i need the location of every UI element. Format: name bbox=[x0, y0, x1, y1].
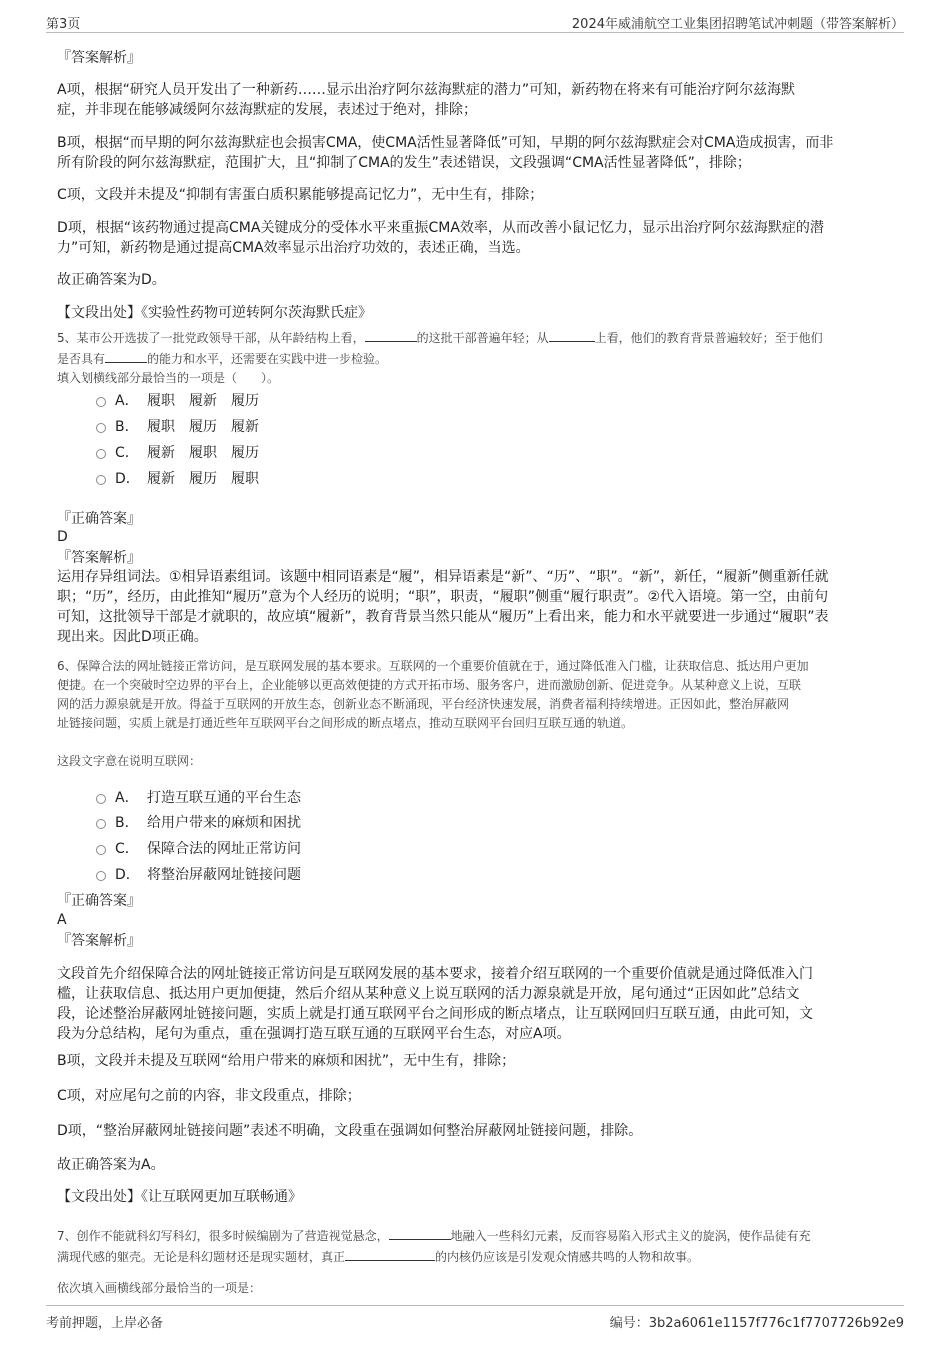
q6-analysis-label: 『答案解析』 bbox=[57, 933, 141, 949]
q7-prompt: 依次填入画横线部分最恰当的一项是： bbox=[57, 1281, 262, 1295]
q5-analysis: 运用存异组词法。①相异语素组词。该题中相同语素是“履”，相异语素是“新”、“历”、“职”。“新”，新任，“履新”侧重新任就 职；“历”，经历，由此推知“履历”意为个人经历的说明；“职”，职责，“履职”侧重“履行职责”。②代入语境。第一空，由前句 可知，这批领导干部是才就职的，故应填“履新”，教育背景当然只能从“履历”上看出来，能力和水平就要进一步通过“履职”表 现出来。因此D项正确。 bbox=[57, 569, 829, 645]
q4-analysis-d: D项，根据“该药物通过提高CMA关键成分的受体水平来重振CMA效率，从而改善小鼠记忆力，显示出治疗阿尔兹海默症的潜 力”可知，新药物是通过提高CMA效率显示出治疗功效的，表述正确，当选。 bbox=[57, 220, 824, 256]
q6-analysis-d: D项，“整治屏蔽网址链接问题”表述不明确，文段重在强调如何整治屏蔽网址链接问题，排除。 bbox=[57, 1123, 643, 1139]
radio-icon[interactable] bbox=[96, 794, 106, 804]
footer-slogan: 考前押题，上岸必备 bbox=[46, 1316, 164, 1331]
q4-source: 【文段出处】《实验性药物可逆转阿尔茨海默氏症》 bbox=[57, 305, 372, 321]
radio-icon[interactable] bbox=[96, 819, 106, 829]
document-id: 编号：3b2a6061e1157f776c1f7707726b92e9 bbox=[609, 1316, 904, 1331]
q5-stem: 5、某市公开选拔了一批党政领导干部，从年龄结构上看， 的这批干部普遍年轻；从 上看，他们的教育背景普遍较好；至于他们 是否具有 的能力和水平，还需要在实践中进一步检验。 填入划横线部分最恰当的一项是（ ）。 bbox=[57, 327, 893, 388]
q6-analysis: 文段首先介绍保障合法的网址链接正常访问是互联网发展的基本要求，接着介绍互联网的一个重要价值就是通过降低准入门 槛，让获取信息、抵达用户更加便捷，然后介绍从某种意义上说互联网的活力源泉就是开放，尾句通过“正因如此”总结文 段，论述整治屏蔽网址链接问题，实质上就是打通互联网平台之间形成的断点堵点，让互联网回归互联互通，由此可知，文 段为分总结构，尾句为重点，重在强调打造互联互通的互联网平台生态，对应A项。 bbox=[57, 966, 813, 1042]
footer-divider bbox=[46, 1305, 904, 1306]
radio-icon[interactable] bbox=[96, 449, 106, 459]
q4-conclusion: 故正确答案为D。 bbox=[57, 272, 166, 288]
q5-option-a[interactable]: A． 履职 履新 履历 bbox=[96, 390, 273, 410]
radio-icon[interactable] bbox=[96, 475, 106, 485]
page-number: 第3页 bbox=[46, 17, 81, 32]
q6-answer: A bbox=[57, 912, 67, 928]
q5-analysis-label: 『答案解析』 bbox=[57, 550, 141, 566]
q6-option-b[interactable]: B． 给用户带来的麻烦和困扰 bbox=[96, 812, 301, 832]
document-title: 2024年威浦航空工业集团招聘笔试冲刺题（带答案解析） bbox=[571, 17, 904, 32]
radio-icon[interactable] bbox=[96, 423, 106, 433]
radio-icon[interactable] bbox=[96, 397, 106, 407]
q6-analysis-c: C项，对应尾句之前的内容，非文段重点，排除； bbox=[57, 1088, 361, 1104]
q5-option-d[interactable]: D． 履新 履历 履职 bbox=[96, 468, 273, 488]
q6-conclusion: 故正确答案为A。 bbox=[57, 1157, 165, 1173]
q4-analysis-b: B项，根据“而早期的阿尔兹海默症也会损害CMA，使CMA活性显著降低”可知，早期的阿尔兹海默症会对CMA造成损害，而非 所有阶段的阿尔兹海默症，范围扩大，且“抑制了CMA的发生”表述错误，文段强调“CMA活性显著降低”，排除； bbox=[57, 135, 834, 171]
q6-option-c[interactable]: C． 保障合法的网址正常访问 bbox=[96, 838, 301, 858]
q5-answer-label: 『正确答案』 bbox=[57, 511, 141, 527]
q5-option-c[interactable]: C． 履新 履职 履历 bbox=[96, 442, 273, 462]
q7-stem: 7、创作不能就科幻写科幻，很多时候编剧为了营造视觉悬念， 地融入一些科幻元素，反而容易陷入形式主义的旋涡，使作品徒有充 满现代感的躯壳。无论是科幻题材还是现实题材，真正 的内核仍应该是引发观众情感共鸣的人物和故事。 bbox=[57, 1225, 893, 1267]
q6-option-d[interactable]: D． 将整治屏蔽网址链接问题 bbox=[96, 864, 301, 884]
q4-analysis-a: A项，根据“研究人员开发出了一种新药……显示出治疗阿尔兹海默症的潜力”可知，新药物在将来有可能治疗阿尔兹海默 症，并非现在能够减缓阿尔兹海默症的发展，表述过于绝对，排除； bbox=[57, 82, 796, 118]
q4-analysis-label: 『答案解析』 bbox=[57, 50, 141, 66]
q4-analysis-c: C项，文段并未提及“抑制有害蛋白质积累能够提高记忆力”，无中生有，排除； bbox=[57, 187, 544, 203]
header-divider bbox=[46, 32, 904, 33]
radio-icon[interactable] bbox=[96, 871, 106, 881]
radio-icon[interactable] bbox=[96, 845, 106, 855]
q6-prompt: 这段文字意在说明互联网： bbox=[57, 754, 202, 768]
q6-stem: 6、保障合法的网址链接正常访问，是互联网发展的基本要求。互联网的一个重要价值就在于，通过降低准入门槛，让获取信息、抵达用户更加 便捷。在一个突破时空边界的平台上，企业能够以更高效便捷的方式开拓市场、服务客户，进而激励创新、促进竞争。从某种意义上说，互联 网的活力源泉就是开放。得益于互联网的开放生态，创新业态不断涌现，平台经济快速发展，消费者福利持续增进。正因如此，整治屏蔽网 址链接问题，实质上就是打通近些年互联网平台之间形成的断点堵点，推动互联网平台回归互联互通的轨道。 bbox=[57, 659, 809, 730]
q6-option-a[interactable]: A． 打造互联互通的平台生态 bbox=[96, 787, 301, 807]
q5-answer: D bbox=[57, 529, 68, 545]
q6-answer-label: 『正确答案』 bbox=[57, 893, 141, 909]
q6-source: 【文段出处】《让互联网更加互联畅通》 bbox=[57, 1189, 302, 1205]
q5-option-b[interactable]: B． 履职 履历 履新 bbox=[96, 416, 273, 436]
q6-analysis-b: B项，文段并未提及互联网“给用户带来的麻烦和困扰”，无中生有，排除； bbox=[57, 1053, 516, 1069]
